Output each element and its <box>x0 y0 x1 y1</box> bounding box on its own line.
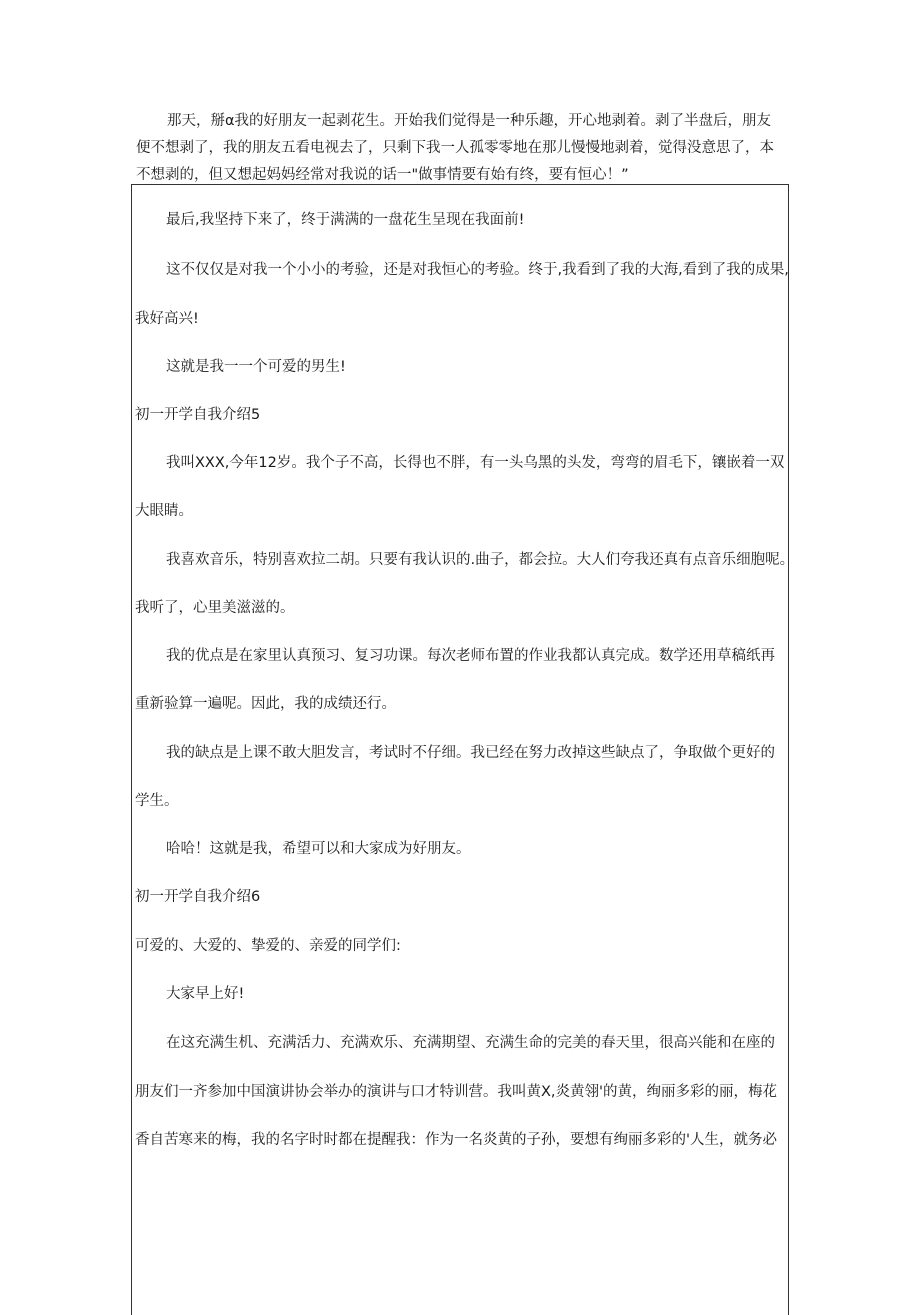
text-line: 这就是我一一个可爱的男生! <box>166 359 346 375</box>
text-line: 便不想剥了，我的朋友五看电视去了，只剩下我一人孤零零地在那儿慢慢地剥着，觉得没意思了，本 <box>136 140 774 156</box>
text-line: 我的缺点是上课不敢大胆发言，考试时不仔细。我已经在努力改掉这些缺点了，争取做个更好的 <box>166 745 775 761</box>
text-line: 重新验算一遍呢。因此，我的成绩还行。 <box>135 696 396 712</box>
text-line: 我叫XXX,今年12岁。我个子不高，长得也不胖，有一头乌黑的头发，弯弯的眉毛下，镶嵌着一双 <box>166 455 785 471</box>
text-line: 这不仅仅是对我一个小小的考验，还是对我恒心的考验。终于,我看到了我的大海,看到了我的成果, <box>166 262 789 278</box>
text-line: 大家早上好! <box>166 986 245 1002</box>
text-line: 学生。 <box>135 793 179 809</box>
text-line: 不想剥的，但又想起妈妈经常对我说的话一"做事情要有始有终，要有恒心！” <box>136 167 629 183</box>
text-line: 朋友们一齐参加中国演讲协会举办的演讲与口才特训营。我叫黄X,炎黄翎'的黄，绚丽多彩的丽，梅花 <box>135 1084 778 1100</box>
section-heading: 初一开学自我介绍5 <box>135 407 261 423</box>
text-line: 大眼睛。 <box>135 503 193 519</box>
intro-paragraph <box>136 108 786 189</box>
text-line: 那天，掰α我的好朋友一起剥花生。开始我们觉得是一种乐趣，开心地剥着。剥了半盘后，朋友 <box>167 113 772 129</box>
text-line: 我听了，心里美滋滋的。 <box>135 600 295 616</box>
text-line: 我的优点是在家里认真预习、复习功课。每次老师布置的作业我都认真完成。数学还用草稿纸再 <box>166 648 775 664</box>
text-line: 香自苦寒来的梅，我的名字时时都在提醒我：作为一名炎黄的子孙，要想有绚丽多彩的'人生，就务必 <box>135 1132 777 1148</box>
text-line: 在这充满生机、充满活力、充满欢乐、充满期望、充满生命的完美的春天里，很高兴能和在座的 <box>166 1035 775 1051</box>
text-line: 最后,我坚持下来了，终于满满的一盘花生呈现在我面前! <box>166 212 525 228</box>
section-heading: 初一开学自我介绍6 <box>135 889 261 905</box>
text-line: 可爱的、大爱的、挚爱的、亲爱的同学们: <box>135 938 401 954</box>
text-line: 我好高兴! <box>135 311 199 327</box>
text-line: 我喜欢音乐，特别喜欢拉二胡。只要有我认识的.曲子，都会拉。大人们夸我还真有点音乐细胞呢。 <box>166 552 795 568</box>
text-line: 哈哈！这就是我，希望可以和大家成为好朋友。 <box>166 841 471 857</box>
